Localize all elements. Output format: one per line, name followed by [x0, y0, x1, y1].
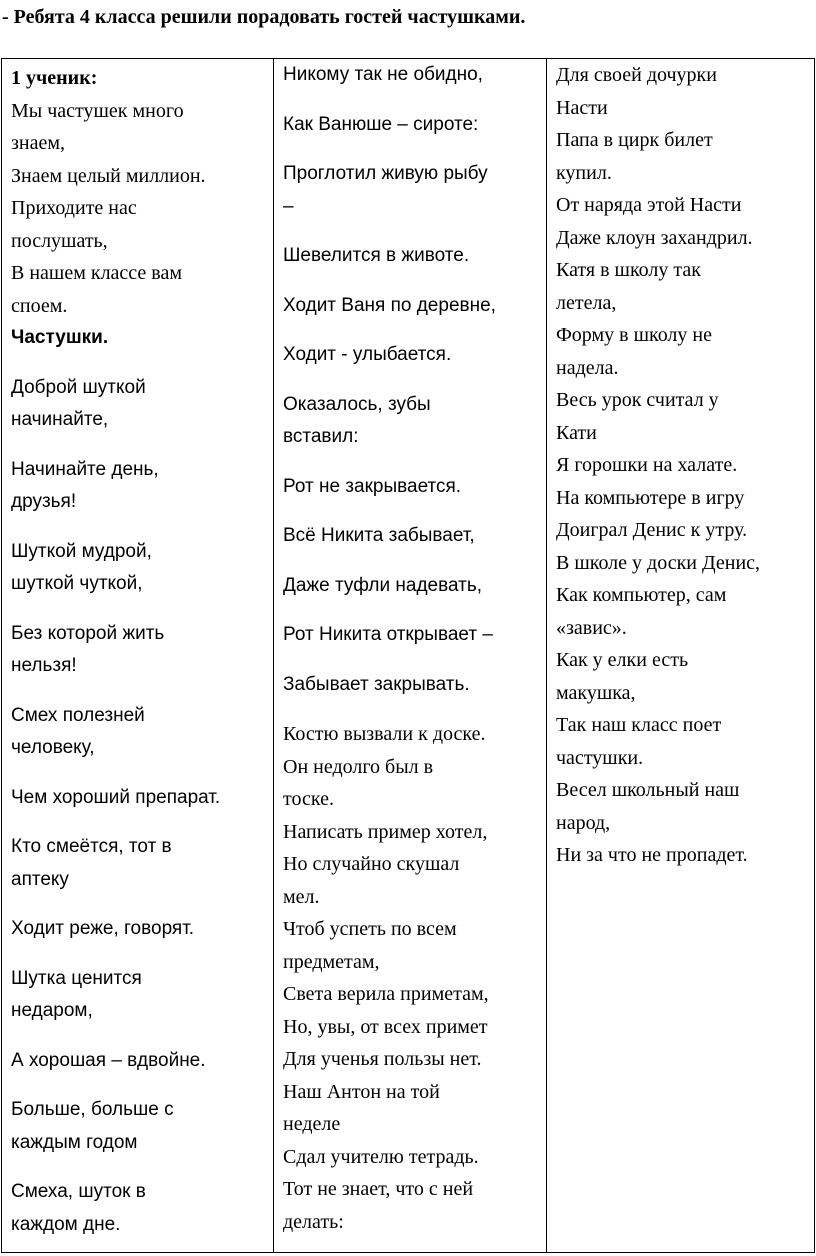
verse-line: послушать, — [11, 229, 108, 252]
verse-line: Он недолго был в — [283, 755, 434, 778]
verse-line: Кто смеётся, тот в — [11, 836, 172, 857]
verse-line: предметам, — [283, 950, 380, 973]
verse-line: недаром, — [11, 1000, 93, 1021]
page-heading: - Ребята 4 класса решили порадовать гостей частушками. — [2, 6, 526, 28]
verse-line: нельзя! — [11, 655, 77, 676]
verse-line: Как Ванюше – сироте: — [283, 113, 479, 135]
verse-line: Так наш класс поет — [556, 714, 722, 736]
verse-line: Оказалось, зубы — [283, 393, 431, 415]
verse-line: Никому так не обидно, — [283, 64, 483, 85]
verse-line: человеку, — [11, 737, 95, 758]
verse-line: знаем, — [11, 132, 66, 154]
verse-line: споем. — [11, 294, 68, 317]
verse-line: Как у елки есть — [556, 649, 689, 671]
verse-line: Ходит - улыбается. — [283, 344, 452, 365]
verse-line: Для ученья пользы нет. — [283, 1048, 482, 1070]
verse-line: тоске. — [283, 788, 334, 810]
verse-line: Чтоб успеть по всем — [283, 918, 457, 940]
verse-line: Забывает закрывать. — [283, 673, 470, 695]
verse-line: Весел школьный наш — [556, 779, 740, 801]
verse-line: каждым годом — [11, 1131, 138, 1153]
verse-line: Доиграл Денис к утру. — [556, 519, 748, 541]
verse-line: Смеха, шуток в — [11, 1181, 146, 1202]
verse-line: Рот Никита открывает – — [283, 624, 493, 645]
verse-line: Даже клоун захандрил. — [556, 226, 753, 249]
verse-line: начинайте, — [11, 409, 109, 430]
verse-line: Но, увы, от всех примет — [283, 1015, 488, 1038]
verse-line: Тот не знает, что с ней — [283, 1178, 474, 1200]
verse-line: Знаем целый миллион. — [11, 164, 206, 187]
section-title: Частушки. — [11, 327, 109, 348]
verse-line: Света верила приметам, — [283, 983, 489, 1005]
verse-line: Всё Никита забывает, — [283, 525, 475, 546]
verse-line: друзья! — [11, 491, 77, 512]
table-column-1 — [2, 59, 273, 1252]
verse-line: Смех полезней — [11, 704, 145, 726]
verse-line: Весь урок считал у — [556, 389, 719, 411]
verse-line: Ходит Ваня по деревне, — [283, 294, 496, 316]
verse-line: Шуткой мудрой, — [11, 540, 152, 562]
verse-line: народ, — [556, 811, 611, 834]
verse-line: – — [283, 195, 294, 217]
verse-line: Как компьютер, сам — [556, 584, 727, 606]
verse-line: Шевелится в животе. — [283, 245, 470, 266]
verse-line: Шутка ценится — [11, 967, 142, 989]
verse-line: Я горошки на халате. — [556, 454, 738, 476]
verse-line: Начинайте день, — [11, 458, 159, 480]
verse-line: частушки. — [556, 746, 644, 769]
verse-line: купил. — [556, 161, 612, 184]
verse-line: надела. — [556, 356, 619, 379]
verse-line: мел. — [283, 885, 320, 908]
verse-line: Форму в школу не — [556, 324, 712, 346]
verse-line: Даже туфли надевать, — [283, 574, 483, 596]
verse-line: А хорошая – вдвойне. — [11, 1049, 206, 1071]
verse-line: Написать пример хотел, — [283, 820, 488, 843]
verse-line: Наш Антон на той — [283, 1080, 440, 1103]
verse-line: Чем хороший препарат. — [11, 786, 221, 808]
verse-line: неделе — [283, 1113, 341, 1135]
verse-line: делать: — [283, 1210, 344, 1233]
verse-line: Мы частушек много — [11, 99, 184, 122]
verse-line: аптеку — [11, 868, 69, 890]
verse-line: макушка, — [556, 681, 636, 704]
verse-line: Ходит реже, говорят. — [11, 918, 195, 939]
verse-line: летела, — [556, 291, 617, 314]
verse-line: Доброй шуткой — [11, 376, 146, 398]
chastushki-table — [1, 58, 815, 1253]
verse-line: шуткой чуткой, — [11, 573, 143, 594]
verse-line: Насти — [556, 96, 608, 119]
verse-line: Ни за что не пропадет. — [556, 844, 748, 866]
verse-line: Больше, больше с — [11, 1099, 174, 1120]
verse-line: В нашем классе вам — [11, 262, 183, 284]
verse-line: Приходите нас — [11, 197, 137, 219]
verse-line: Рот не закрывается. — [283, 475, 462, 497]
verse-line: Папа в цирк билет — [556, 129, 713, 151]
verse-line: «завис». — [556, 616, 627, 639]
verse-line: Сдал учителю тетрадь. — [283, 1145, 479, 1168]
verse-line: Без которой жить — [11, 622, 165, 644]
verse-line: Для своей дочурки — [556, 64, 717, 86]
table-column-2 — [273, 59, 546, 1252]
verse-line: От наряда этой Насти — [556, 194, 742, 216]
verse-line: Катя в школу так — [556, 259, 701, 281]
verse-line: На компьютере в игру — [556, 486, 745, 509]
table-column-3 — [546, 59, 814, 1252]
verse-line: каждом дне. — [11, 1213, 121, 1235]
speaker-label: 1 ученик: — [11, 67, 98, 89]
verse-line: Костю вызвали к доске. — [283, 723, 486, 745]
verse-line: вставил: — [283, 426, 359, 447]
verse-line: В школе у доски Денис, — [556, 551, 761, 574]
verse-line: Но случайно скушал — [283, 853, 460, 875]
verse-line: Кати — [556, 421, 597, 444]
verse-line: Проглотил живую рыбу — [283, 163, 488, 184]
